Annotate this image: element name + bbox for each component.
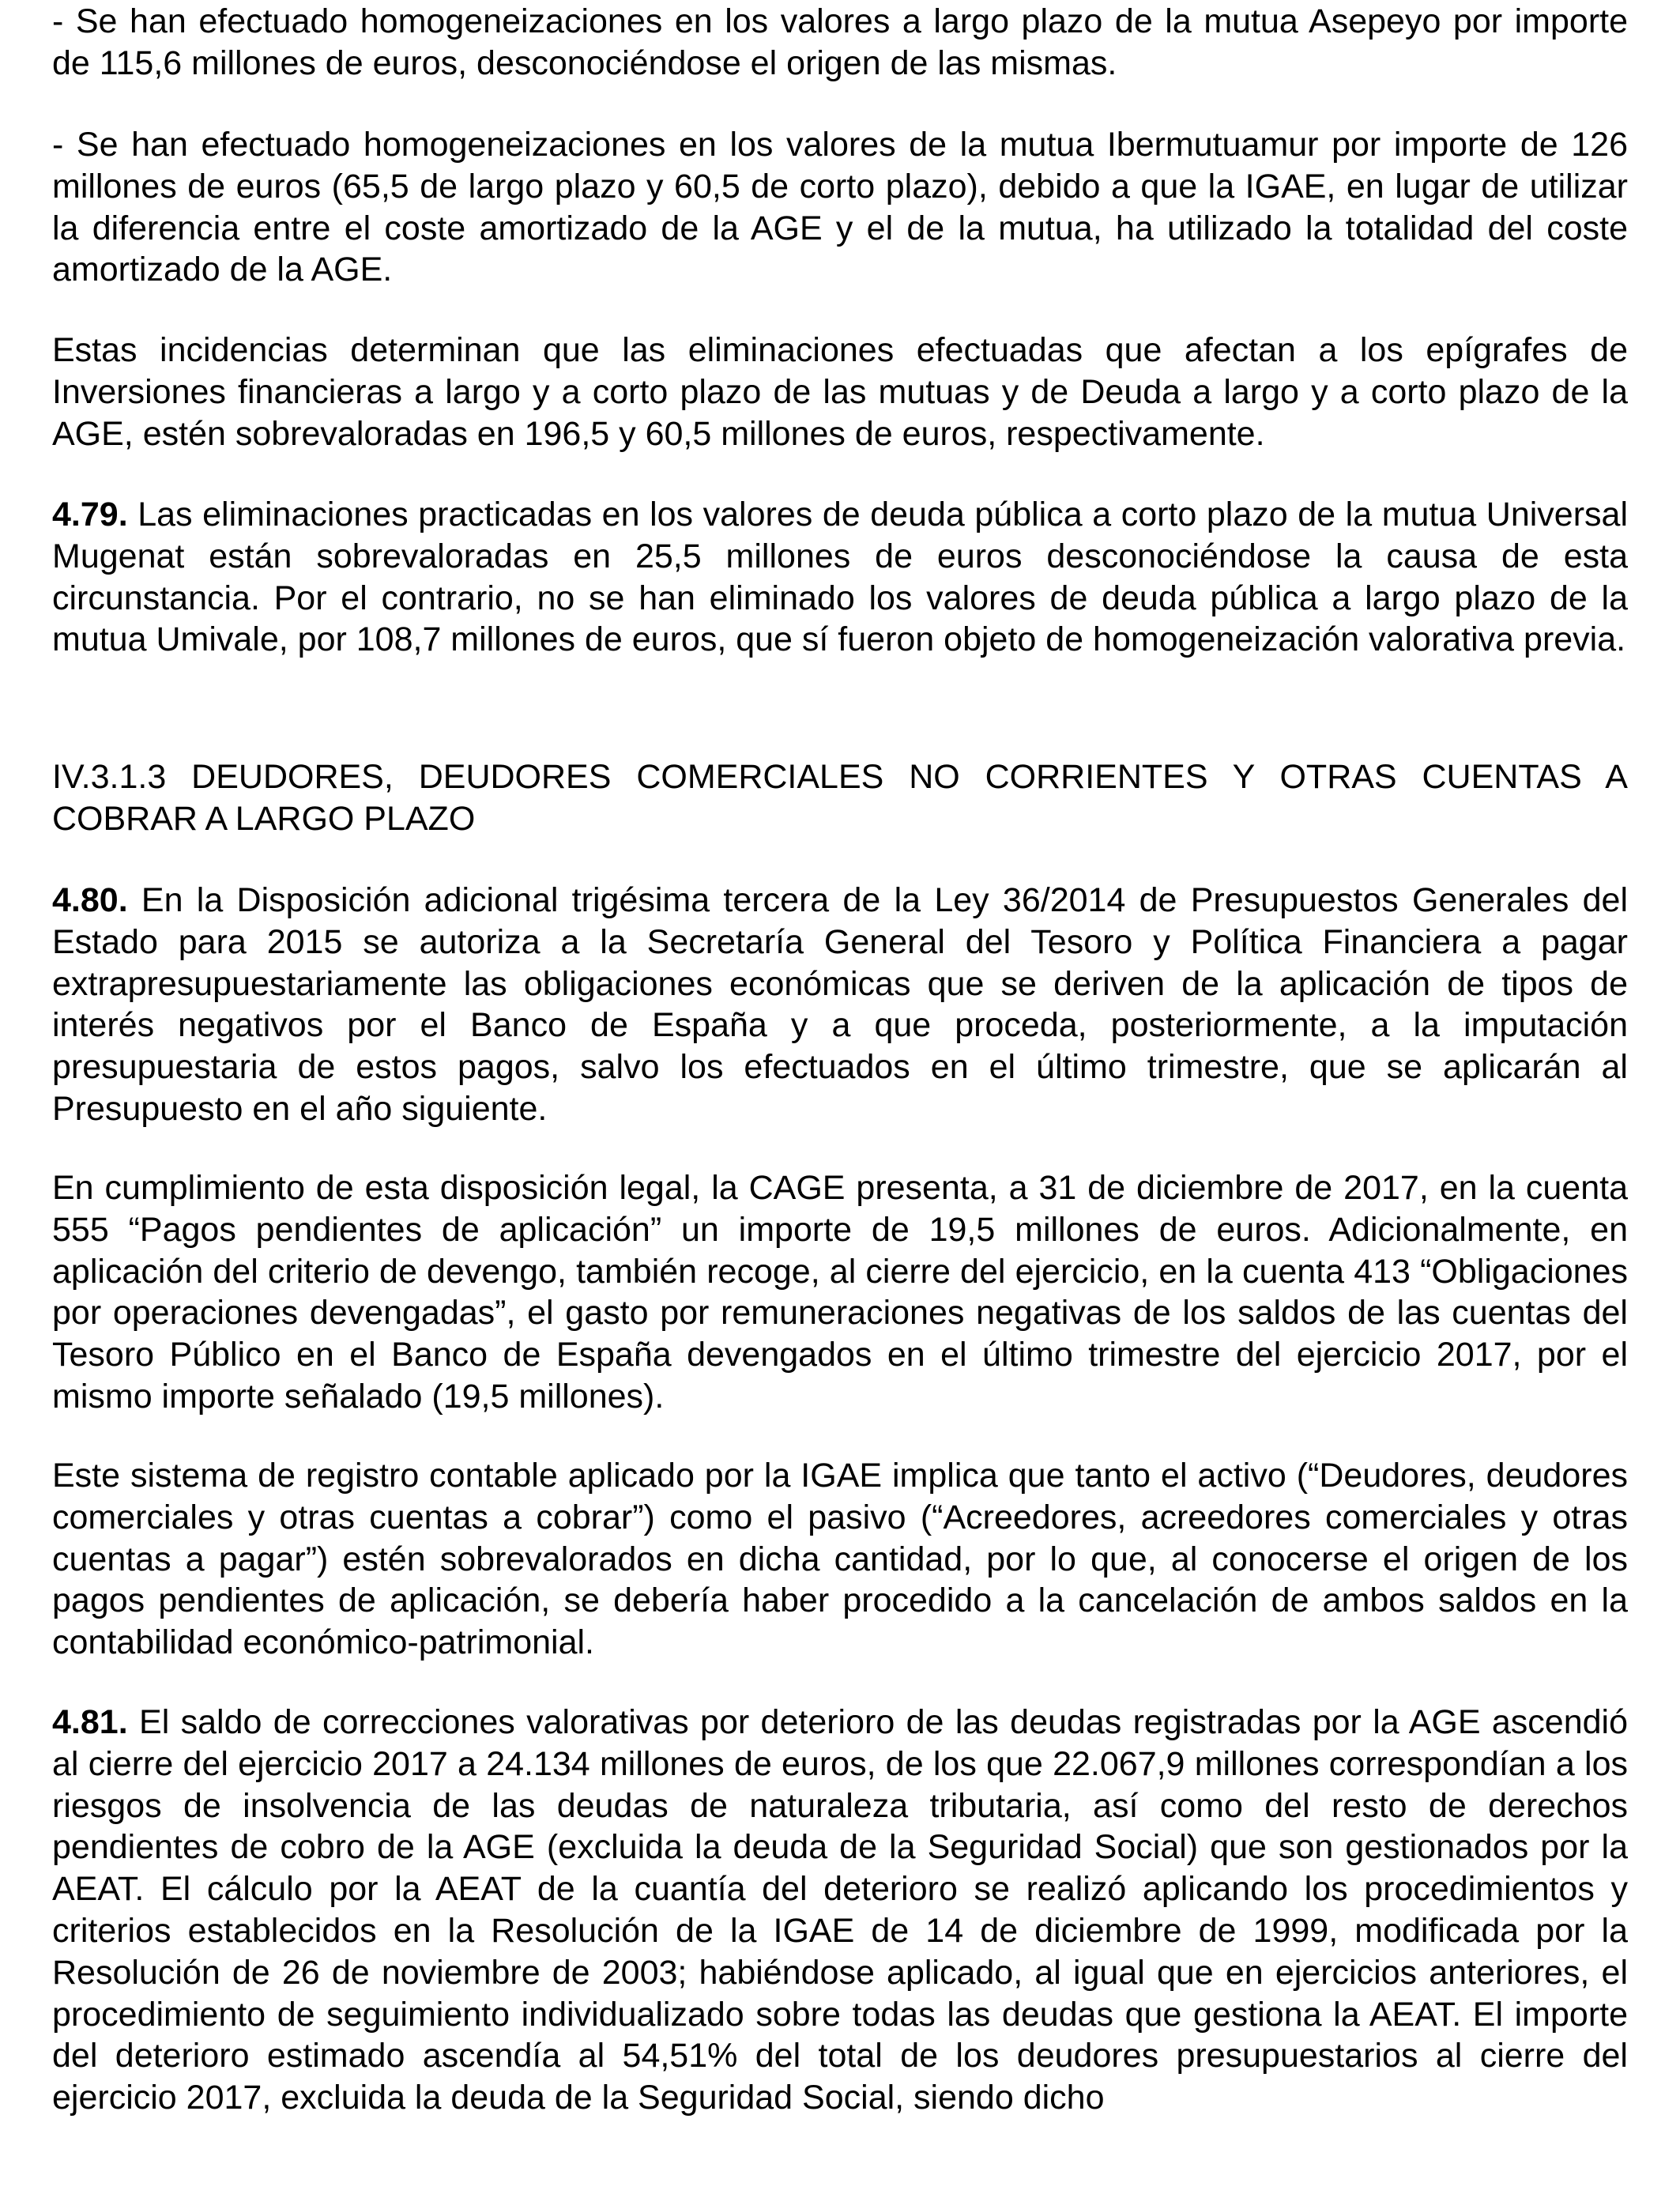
paragraph-text: El saldo de correcciones valorativas por deterioro de las deudas registradas por la AGE ascendió al cierre del ejercicio 2017 a 24.134 millones de euros, de los que 22.067,9 millones correspondían a los riesgos de insolvencia de las deudas de naturaleza tributaria, así como del resto de derechos pendientes de cobro de la AGE (excluida la deuda de la Seguridad Social) que son gestionados por la AEAT. El cálculo por la AEAT de la cuantía del deterioro se realizó aplicando los procedimientos y criterios establecidos en la Resolución de la IGAE de 14 de diciembre de 1999, modificada por la Resolución de 26 de noviembre de 2003; habiéndose aplicado, al igual que en ejercicios anteriores, el procedimiento de seguimiento individualizado sobre todas las deudas que gestiona la AEAT. El importe del deterioro estimado ascendía al 54,51% del total de los deudores presupuestarios al cierre del ejercicio 2017, excluida la deuda de la Seguridad Social, siendo dicho: [52, 1703, 1628, 2117]
paragraph-cumplimiento: En cumplimiento de esta disposición legal, la CAGE presenta, a 31 de diciembre de 2017, en la cuenta 555 “Pagos pendientes de aplicación” un importe de 19,5 millones de euros. Adicionalmente, en aplicación del criterio de devengo, también recoge, al cierre del ejercicio, en la cuenta 413 “Obligaciones por operaciones devengadas”, el gasto por remuneraciones negativas de los saldos de las cuentas del Tesoro Público en el Banco de España devengados en el último trimestre del ejercicio 2017, por el mismo importe señalado (19,5 millones).: [52, 1169, 1628, 1416]
paragraph-4-79: [52, 494, 1628, 661]
paragraph-4-81: [52, 1702, 1628, 2119]
paragraph-ibermutuamur: - Se han efectuado homogeneizaciones en los valores de la mutua Ibermutuamur por importe de 126 millones de euros (65,5 de largo plazo y 60,5 de corto plazo), debido a que la IGAE, en lugar de utilizar la diferencia entre el coste amortizado de la AGE y el de la mutua, ha utilizado la totalidad del coste amortizado de la AGE.: [52, 126, 1628, 289]
paragraph-incidencias: Estas incidencias determinan que las eliminaciones efectuadas que afectan a los epígrafes de Inversiones financieras a largo y a corto plazo de las mutuas y de Deuda a largo y a corto plazo de la AGE, estén sobrevaloradas en 196,5 y 60,5 millones de euros, respectivamente.: [52, 331, 1628, 453]
paragraph-4-80: [52, 880, 1628, 1130]
paragraph-number: 4.79.: [52, 496, 128, 533]
paragraph-number: 4.80.: [52, 881, 128, 919]
paragraph-asepeyo: - Se han efectuado homogeneizaciones en los valores a largo plazo de la mutua Asepeyo por importe de 115,6 millones de euros, desconociéndose el origen de las mismas.: [52, 2, 1628, 82]
section-heading: IV.3.1.3 DEUDORES, DEUDORES COMERCIALES NO CORRIENTES Y OTRAS CUENTAS A COBRAR A LARGO PLAZO: [52, 758, 1628, 838]
paragraph-text: En la Disposición adicional trigésima tercera de la Ley 36/2014 de Presupuestos Generales del Estado para 2015 se autoriza a la Secretaría General del Tesoro y Política Financiera a pagar extrapresupuestariamente las obligaciones económicas que se deriven de la aplicación de tipos de interés negativos por el Banco de España y a que proceda, posteriormente, a la imputación presupuestaria de estos pagos, salvo los efectuados en el último trimestre, que se aplicarán al Presupuesto en el año siguiente.: [52, 881, 1628, 1128]
paragraph-sistema-registro: Este sistema de registro contable aplicado por la IGAE implica que tanto el activo (“Deudores, deudores comerciales y otras cuentas a cobrar”) como el pasivo (“Acreedores, acreedores comerciales y otras cuentas a pagar”) estén sobrevalorados en dicha cantidad, por lo que, al conocerse el origen de los pagos pendientes de aplicación, se debería haber procedido a la cancelación de ambos saldos en la contabilidad económico-patrimonial.: [52, 1457, 1628, 1662]
paragraph-text: Las eliminaciones practicadas en los valores de deuda pública a corto plazo de la mutua Universal Mugenat están sobrevaloradas en 25,5 millones de euros desconociéndose la causa de esta circunstancia. Por el contrario, no se han eliminado los valores de deuda pública a largo plazo de la mutua Umivale, por 108,7 millones de euros, que sí fueron objeto de homogeneización valorativa previa.: [52, 496, 1628, 659]
paragraph-number: 4.81.: [52, 1703, 128, 1741]
